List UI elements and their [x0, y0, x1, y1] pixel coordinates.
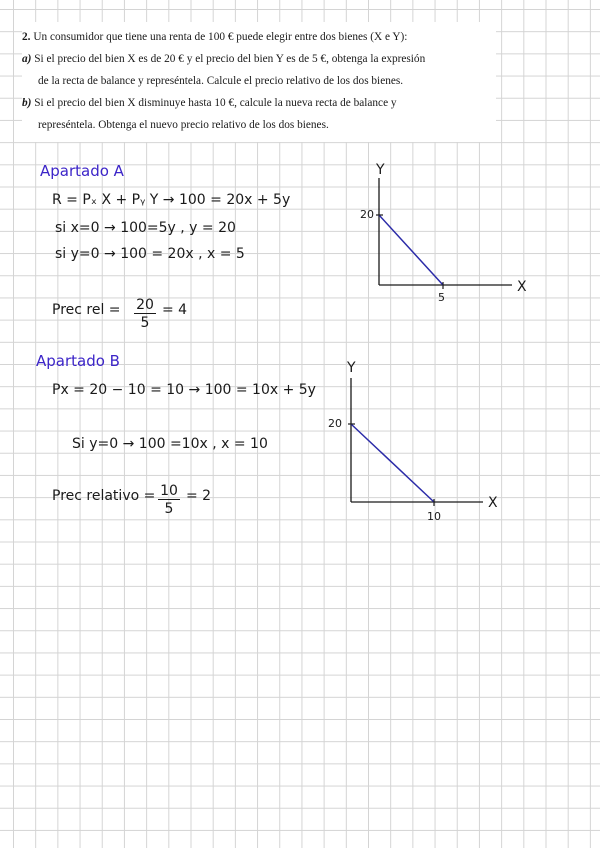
part-b-line1	[22, 92, 496, 114]
part-a-letter: a)	[22, 53, 32, 65]
graph-b-y-label: Y	[347, 360, 356, 376]
section-a-frac-den: 5	[140, 315, 150, 331]
graph-a-y-label: Y	[376, 162, 385, 178]
graph-a-x-intercept: 5	[438, 291, 445, 304]
section-b-eq1: Px = 20 − 10 = 10 → 100 = 10x + 5y	[52, 382, 316, 398]
graph-b-x-intercept: 10	[427, 510, 441, 523]
section-b-heading: Apartado B	[36, 352, 120, 370]
problem-text: Un consumidor que tiene una renta de 100 € puede elegir entre dos bienes (X e Y):	[33, 31, 408, 43]
graph-b-budget-line	[351, 424, 434, 502]
part-b-text1: Si el precio del bien X disminuye hasta 10 €, calcule la nueva recta de balance y	[34, 97, 397, 109]
section-b-frac-num: 10	[158, 484, 180, 500]
section-a-fraction	[134, 298, 156, 332]
part-a-line2: de la recta de balance y represéntela. Calcule el precio relativo de los dos bienes.	[38, 75, 404, 87]
part-a-text1: Si el precio del bien X es de 20 € y el precio del bien Y es de 5 €, obtenga la expresión	[34, 53, 426, 65]
part-a-line1	[22, 48, 496, 70]
section-a-prec-label: Prec rel =	[52, 302, 121, 318]
section-b-fraction	[158, 484, 180, 518]
part-b-line2: represéntela. Obtenga el nuevo precio relativo de los dos bienes.	[38, 119, 329, 131]
graph-a-x-label: X	[517, 279, 527, 295]
graph-a-y-intercept: 20	[360, 208, 374, 221]
section-b-prec-label: Prec relativo =	[52, 488, 156, 504]
section-b-result: = 2	[186, 488, 212, 504]
problem-number: 2.	[22, 31, 31, 43]
section-a-eq1: R = Pₓ X + Pᵧ Y → 100 = 20x + 5y	[52, 192, 291, 208]
graph-b-x-label: X	[488, 495, 498, 511]
section-a-eq2: si x=0 → 100=5y , y = 20	[55, 220, 236, 236]
graph-b-y-intercept: 20	[328, 417, 342, 430]
section-a-result: = 4	[162, 302, 188, 318]
section-a-heading: Apartado A	[40, 162, 124, 180]
graph-a-budget-line	[379, 215, 443, 285]
section-b-frac-den: 5	[164, 501, 174, 517]
section-a-frac-num: 20	[134, 298, 156, 314]
problem-intro	[22, 26, 496, 48]
part-b-letter: b)	[22, 97, 32, 109]
problem-statement	[22, 22, 496, 142]
section-b-eq2: Si y=0 → 100 =10x , x = 10	[72, 436, 268, 452]
section-a-eq3: si y=0 → 100 = 20x , x = 5	[55, 246, 245, 262]
